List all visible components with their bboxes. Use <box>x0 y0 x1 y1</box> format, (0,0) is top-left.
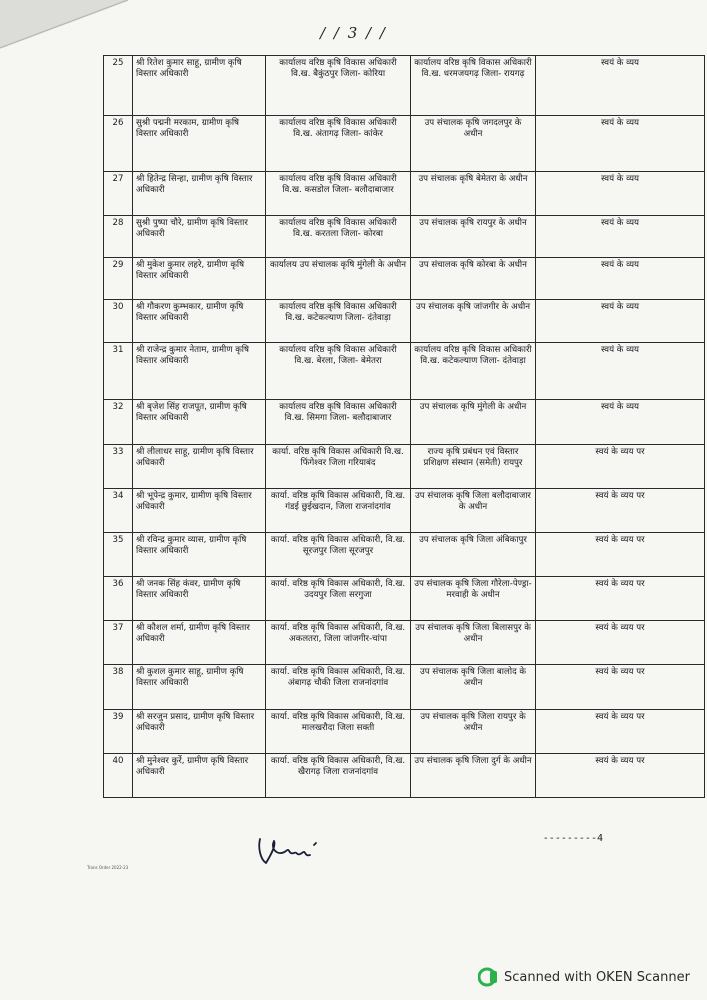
remark-cell: स्वयं के व्यय पर <box>536 621 705 665</box>
table-row <box>104 621 705 665</box>
current-posting-cell: कार्या. वरिष्ठ कृषि विकास अधिकारी, वि.ख. गंडई छुईखदान, जिला राजनांदगांव <box>266 489 411 533</box>
serial-number-cell: 39 <box>104 710 133 754</box>
table-row <box>104 489 705 533</box>
transfer-posting-cell: उप संचालक कृषि जिला बालोद के अधीन <box>411 665 536 710</box>
signature <box>252 833 324 869</box>
transfer-posting-cell: उप संचालक कृषि जिला रायपुर के अधीन <box>411 710 536 754</box>
employee-name-cell: श्री राजेन्द्र कुमार नेताम, ग्रामीण कृषि विस्तार अधिकारी <box>133 343 266 400</box>
current-posting-cell: कार्यालय वरिष्ठ कृषि विकास अधिकारी वि.ख. बेरला, जिला- बेमेतरा <box>266 343 411 400</box>
current-posting-cell: कार्या. वरिष्ठ कृषि विकास अधिकारी, वि.ख. खैरागढ़ जिला राजनांदगांव <box>266 754 411 798</box>
employee-name-cell: श्री रविन्द्र कुमार व्यास, ग्रामीण कृषि विस्तार अधिकारी <box>133 533 266 577</box>
current-posting-cell: कार्यालय उप संचालक कृषि मुंगेली के अधीन <box>266 258 411 300</box>
remark-cell: स्वयं के व्यय पर <box>536 754 705 798</box>
remark-cell: स्वयं के व्यय <box>536 116 705 172</box>
remark-cell: स्वयं के व्यय <box>536 56 705 116</box>
serial-number-cell: 25 <box>104 56 133 116</box>
transfer-posting-cell: उप संचालक कृषि मुंगेली के अधीन <box>411 400 536 445</box>
serial-number-cell: 32 <box>104 400 133 445</box>
serial-number-cell: 28 <box>104 216 133 258</box>
employee-name-cell: श्री गौकरण कुम्भकार, ग्रामीण कृषि विस्तार अधिकारी <box>133 300 266 343</box>
page-number: / / 3 / / <box>320 24 387 42</box>
employee-name-cell: श्री भूपेन्द्र कुमार, ग्रामीण कृषि विस्तार अधिकारी <box>133 489 266 533</box>
transfer-posting-cell: कार्यालय वरिष्ठ कृषि विकास अधिकारी वि.ख. धरमजयगढ़ जिला- रायगढ़ <box>411 56 536 116</box>
employee-name-cell: सुश्री पद्मनी मरकाम, ग्रामीण कृषि विस्तार अधिकारी <box>133 116 266 172</box>
serial-number-cell: 26 <box>104 116 133 172</box>
serial-number-cell: 34 <box>104 489 133 533</box>
serial-number-cell: 30 <box>104 300 133 343</box>
footnote: Trans Order 2022-23 <box>87 865 129 870</box>
employee-name-cell: श्री लीलाधर साहू, ग्रामीण कृषि विस्तार अधिकारी <box>133 445 266 489</box>
employee-name-cell: श्री सरजुन प्रसाद, ग्रामीण कृषि विस्तार अधिकारी <box>133 710 266 754</box>
current-posting-cell: कार्या. वरिष्ठ कृषि विकास अधिकारी, वि.ख. अकलतरा, जिला जांजगीर-चांपा <box>266 621 411 665</box>
remark-cell: स्वयं के व्यय <box>536 216 705 258</box>
scanner-label: Scanned with OKEN Scanner <box>504 969 690 985</box>
transfer-posting-cell: उप संचालक कृषि जिला बिलासपुर के अधीन <box>411 621 536 665</box>
remark-cell: स्वयं के व्यय पर <box>536 533 705 577</box>
transfer-posting-cell: उप संचालक कृषि जिला अंबिकापुर <box>411 533 536 577</box>
table-row <box>104 216 705 258</box>
scanner-logo-icon <box>478 967 498 987</box>
current-posting-cell: कार्या. वरिष्ठ कृषि विकास अधिकारी, वि.ख. उदयपुर जिला सरगुजा <box>266 577 411 621</box>
table-row <box>104 300 705 343</box>
remark-cell: स्वयं के व्यय पर <box>536 577 705 621</box>
remark-cell: स्वयं के व्यय पर <box>536 665 705 710</box>
transfer-table <box>103 55 705 798</box>
remark-cell: स्वयं के व्यय <box>536 172 705 216</box>
current-posting-cell: कार्या. वरिष्ठ कृषि विकास अधिकारी, वि.ख. अंबागढ़ चौकी जिला राजनांदगांव <box>266 665 411 710</box>
employee-name-cell: श्री बृजेश सिंह राजपूत, ग्रामीण कृषि विस्तार अधिकारी <box>133 400 266 445</box>
serial-number-cell: 27 <box>104 172 133 216</box>
table-row <box>104 258 705 300</box>
employee-name-cell: श्री कुशल कुमार साहू, ग्रामीण कृषि विस्तार अधिकारी <box>133 665 266 710</box>
employee-name-cell: श्री कौशल शर्मा, ग्रामीण कृषि विस्तार अधिकारी <box>133 621 266 665</box>
transfer-posting-cell: कार्यालय वरिष्ठ कृषि विकास अधिकारी वि.ख. कटेकल्याण जिला- दंतेवाड़ा <box>411 343 536 400</box>
employee-name-cell: श्री हितेन्द्र सिन्हा, ग्रामीण कृषि विस्तार अधिकारी <box>133 172 266 216</box>
table-row <box>104 754 705 798</box>
remark-cell: स्वयं के व्यय <box>536 258 705 300</box>
current-posting-cell: कार्यालय वरिष्ठ कृषि विकास अधिकारी वि.ख. सिमगा जिला- बलौदाबाजार <box>266 400 411 445</box>
remark-cell: स्वयं के व्यय <box>536 300 705 343</box>
serial-number-cell: 35 <box>104 533 133 577</box>
current-posting-cell: कार्या. वरिष्ठ कृषि विकास अधिकारी, वि.ख. सूरजपुर जिला सूरजपुर <box>266 533 411 577</box>
employee-name-cell: श्री मुनेश्वर कुर्रे, ग्रामीण कृषि विस्तार अधिकारी <box>133 754 266 798</box>
transfer-posting-cell: उप संचालक कृषि जांजगीर के अधीन <box>411 300 536 343</box>
employee-name-cell: श्री मुकेश कुमार लहरे, ग्रामीण कृषि विस्तार अधिकारी <box>133 258 266 300</box>
serial-number-cell: 37 <box>104 621 133 665</box>
table-row <box>104 116 705 172</box>
serial-number-cell: 40 <box>104 754 133 798</box>
table-row <box>104 56 705 116</box>
current-posting-cell: कार्या. वरिष्ठ कृषि विकास अधिकारी वि.ख. फिंगेश्वर जिला गरियाबंद <box>266 445 411 489</box>
serial-number-cell: 38 <box>104 665 133 710</box>
table-row <box>104 577 705 621</box>
table-row <box>104 665 705 710</box>
remark-cell: स्वयं के व्यय पर <box>536 710 705 754</box>
remark-cell: स्वयं के व्यय <box>536 400 705 445</box>
table-row <box>104 343 705 400</box>
transfer-posting-cell: उप संचालक कृषि बेमेतरा के अधीन <box>411 172 536 216</box>
table-row <box>104 533 705 577</box>
table-row <box>104 445 705 489</box>
serial-number-cell: 31 <box>104 343 133 400</box>
employee-name-cell: श्री रितेश कुमार साहू, ग्रामीण कृषि विस्तार अधिकारी <box>133 56 266 116</box>
transfer-posting-cell: उप संचालक कृषि जिला दुर्ग के अधीन <box>411 754 536 798</box>
continuation-marker: ---------4 <box>542 833 603 844</box>
employee-name-cell: सुश्री पुष्पा चौरे, ग्रामीण कृषि विस्तार अधिकारी <box>133 216 266 258</box>
transfer-posting-cell: राज्य कृषि प्रबंधन एवं विस्तार प्रशिक्षण संस्थान (समेती) रायपुर <box>411 445 536 489</box>
serial-number-cell: 29 <box>104 258 133 300</box>
table-row <box>104 400 705 445</box>
remark-cell: स्वयं के व्यय पर <box>536 489 705 533</box>
transfer-posting-cell: उप संचालक कृषि जिला बलौदाबाजार के अधीन <box>411 489 536 533</box>
current-posting-cell: कार्यालय वरिष्ठ कृषि विकास अधिकारी वि.ख. अंतागढ़ जिला- कांकेर <box>266 116 411 172</box>
table-row <box>104 710 705 754</box>
transfer-posting-cell: उप संचालक कृषि जिला गौरेला-पेण्ड्रा-मरवाही के अधीन <box>411 577 536 621</box>
transfer-posting-cell: उप संचालक कृषि कोरबा के अधीन <box>411 258 536 300</box>
current-posting-cell: कार्यालय वरिष्ठ कृषि विकास अधिकारी वि.ख. बैकुंठपुर जिला- कोरिया <box>266 56 411 116</box>
serial-number-cell: 33 <box>104 445 133 489</box>
scanner-watermark <box>478 967 690 987</box>
remark-cell: स्वयं के व्यय पर <box>536 445 705 489</box>
serial-number-cell: 36 <box>104 577 133 621</box>
current-posting-cell: कार्यालय वरिष्ठ कृषि विकास अधिकारी वि.ख. करतला जिला- कोरबा <box>266 216 411 258</box>
remark-cell: स्वयं के व्यय <box>536 343 705 400</box>
current-posting-cell: कार्या. वरिष्ठ कृषि विकास अधिकारी, वि.ख. मालखरौदा जिला सक्ती <box>266 710 411 754</box>
table-row <box>104 172 705 216</box>
current-posting-cell: कार्यालय वरिष्ठ कृषि विकास अधिकारी वि.ख. कसडोल जिला- बलौदाबाजार <box>266 172 411 216</box>
transfer-posting-cell: उप संचालक कृषि रायपुर के अधीन <box>411 216 536 258</box>
current-posting-cell: कार्यालय वरिष्ठ कृषि विकास अधिकारी वि.ख. कटेकल्याण जिला- दंतेवाड़ा <box>266 300 411 343</box>
transfer-posting-cell: उप संचालक कृषि जगदलपुर के अधीन <box>411 116 536 172</box>
employee-name-cell: श्री जनक सिंह कंवर, ग्रामीण कृषि विस्तार अधिकारी <box>133 577 266 621</box>
